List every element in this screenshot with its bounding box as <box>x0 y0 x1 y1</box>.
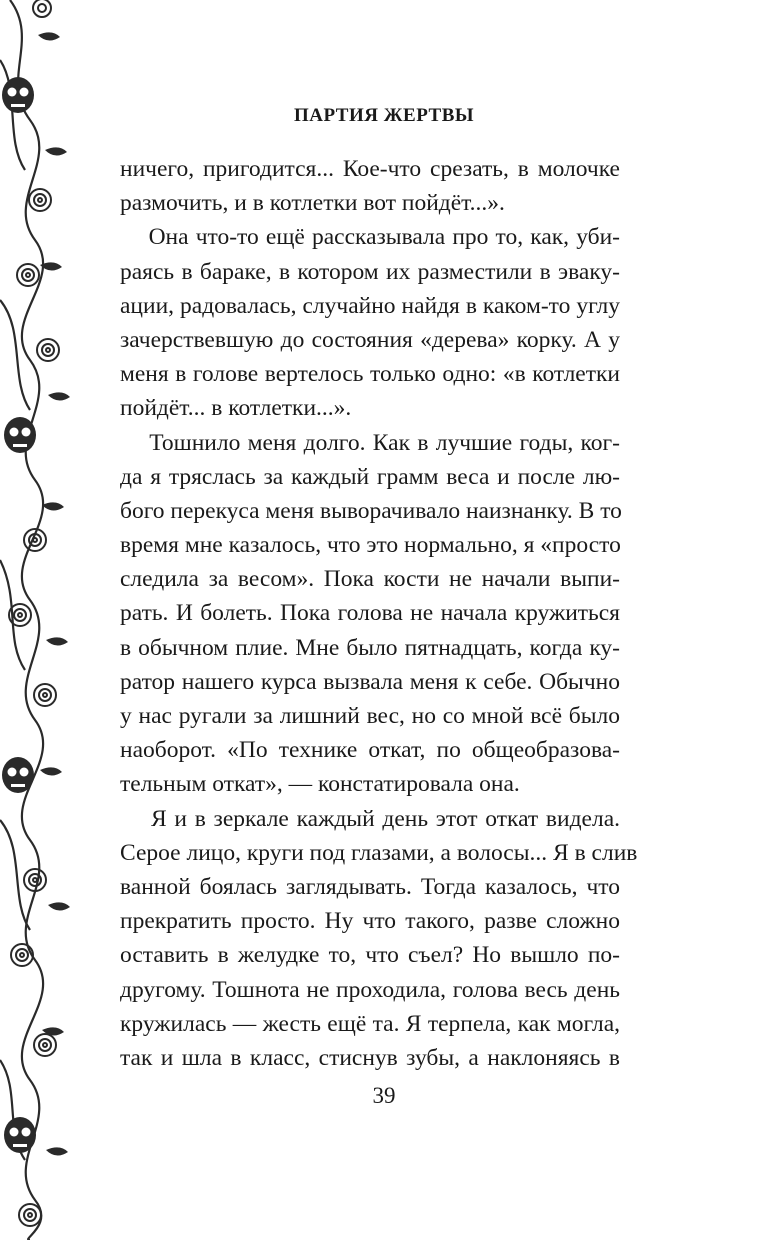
decorative-border <box>0 0 78 1240</box>
text-line: ванной боялась заглядывать. Тогда казалось, что <box>120 873 620 900</box>
text-line: в обычном плие. Мне было пятнадцать, когда ку- <box>120 634 620 661</box>
page-number: 39 <box>372 1083 396 1108</box>
text-line: бого перекуса меня выворачивало наизнанку. В то <box>120 497 622 524</box>
text-line: так и шла в класс, стиснув зубы, а наклоняясь в <box>120 1044 620 1071</box>
text-line: прекратить просто. Ну что такого, разве сложно <box>120 908 620 935</box>
text-line: тельным откат», — констатировала она. <box>120 771 520 798</box>
text-line: пойдёт... в котлетки...». <box>120 395 352 422</box>
text-line: ации, радовалась, случайно найдя в каком-то углу <box>120 292 620 319</box>
skull-icon <box>2 77 34 113</box>
running-header: ПАРТИЯ ЖЕРТВЫ <box>293 105 475 126</box>
text-line: оставить в желудке то, что съел? Но вышло по- <box>120 942 620 969</box>
text-line: следила за весом». Пока кости не начали выпи- <box>120 566 620 593</box>
text-line: Я и в зеркале каждый день этот откат видела. <box>120 805 620 832</box>
text-line: Серое лицо, круги под глазами, а волосы... Я в слив <box>120 839 638 866</box>
text-line: другому. Тошнота не проходила, голова весь день <box>120 976 620 1003</box>
skull-icon <box>4 1117 36 1153</box>
text-line: ничего, пригодится... Кое-что срезать, в молочке <box>120 156 620 182</box>
rose-icon <box>9 0 59 1226</box>
text-line: зачерствевшую до состояния «дерева» корку. А у <box>120 326 620 353</box>
text-line: время мне казалось, что это нормально, я «просто <box>120 532 621 559</box>
text-line: размочить, и в котлетки вот пойдёт...». <box>120 190 505 217</box>
text-line: меня в голове вертелось только одно: «в котлетки <box>120 361 620 388</box>
text-line: Она что-то ещё рассказывала про то, как, уби- <box>120 224 620 251</box>
text-line: Тошнило меня долго. Как в лучшие годы, ког- <box>120 429 620 456</box>
body-text <box>120 152 638 1075</box>
skull-icon <box>2 757 34 793</box>
text-line: у нас ругали за лишний вес, но со мной всё было <box>120 703 620 729</box>
text-line: рать. И болеть. Пока голова не начала кружиться <box>120 600 620 627</box>
skull-icon <box>4 417 36 453</box>
text-line: раясь в бараке, в котором их разместили в эваку- <box>120 258 620 285</box>
text-line: да я тряслась за каждый грамм веса и после лю- <box>120 463 620 490</box>
text-line: кружилась — жесть ещё та. Я терпела, как могла, <box>120 1010 620 1037</box>
text-line: наоборот. «По технике откат, по общеобразова- <box>120 737 620 764</box>
text-line: ратор нашего курса вызвала меня к себе. Обычно <box>120 668 620 695</box>
